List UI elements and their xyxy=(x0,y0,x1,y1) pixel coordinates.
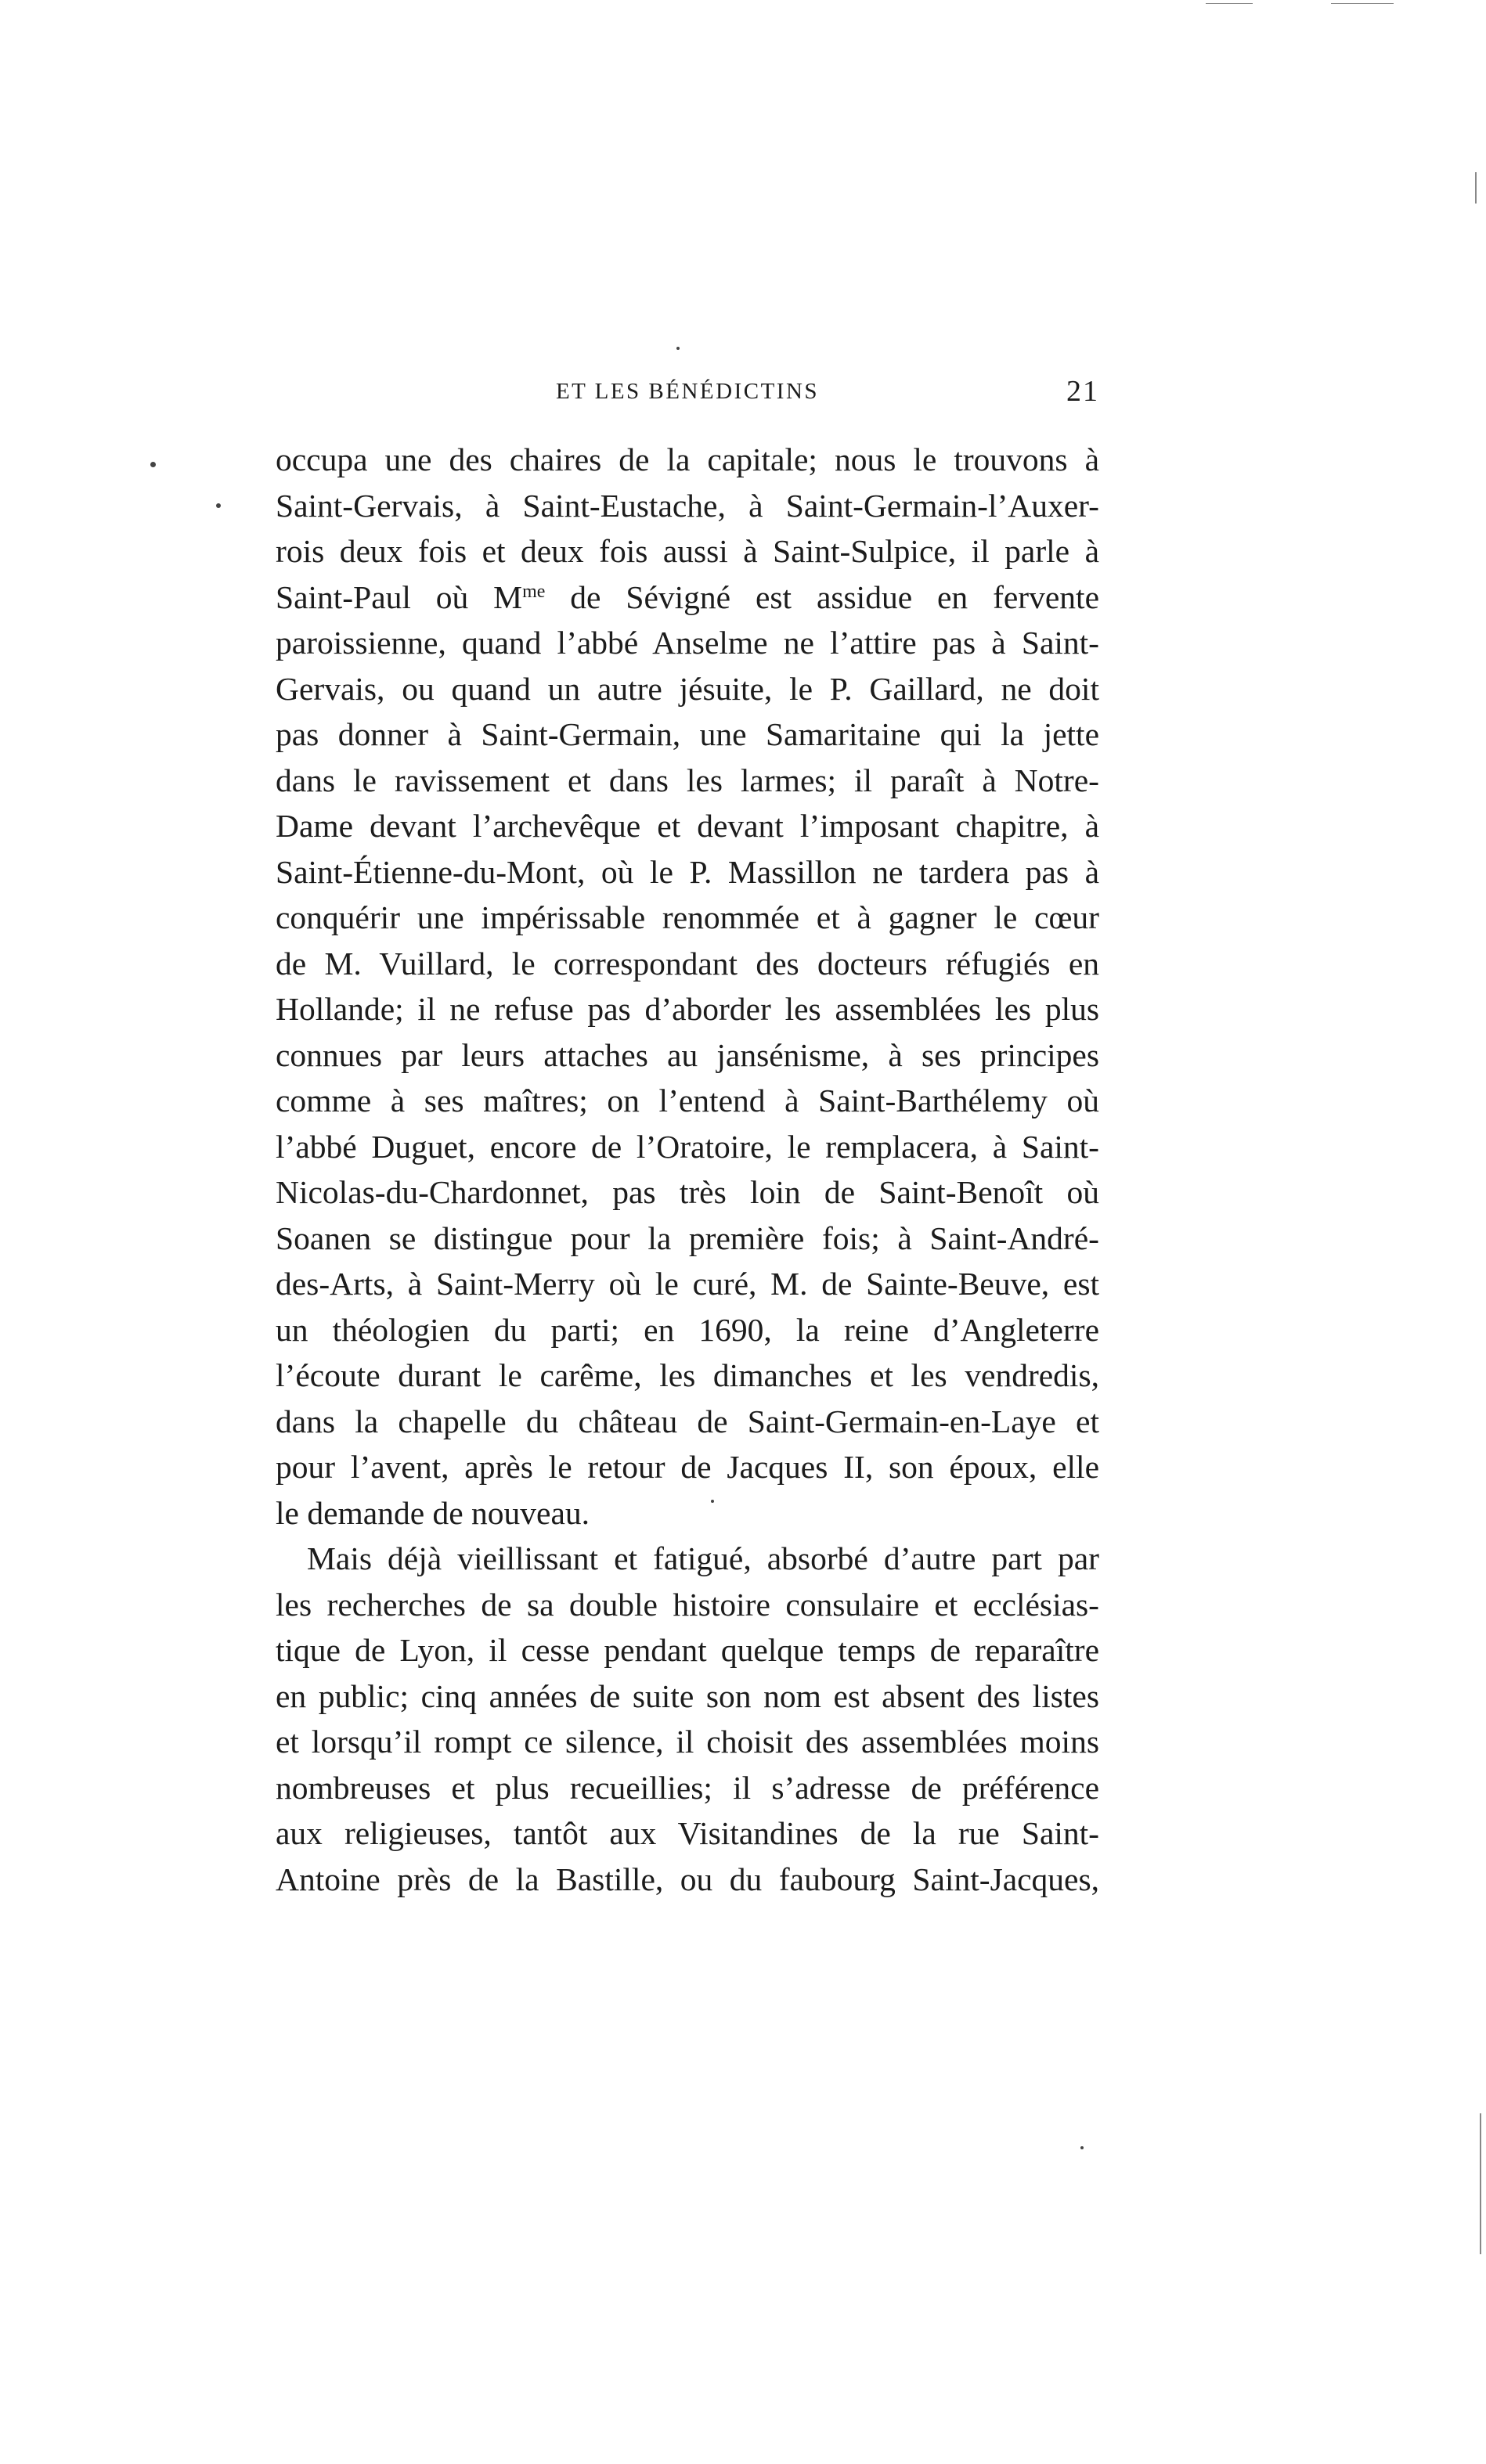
text-line: et lorsqu’il rompt ce silence, il choisit des assemblées moins xyxy=(276,1724,1099,1760)
running-title: ET LES BÉNÉDICTINS xyxy=(555,379,820,404)
text-line: dans le ravissement et dans les larmes; il paraît à Notre- xyxy=(276,762,1099,798)
text-line: dans la chapelle du château de Saint-Germain-en-Laye et xyxy=(276,1403,1099,1439)
scan-edge-mark xyxy=(1206,3,1253,4)
text-segment: Saint-Paul où M xyxy=(276,578,523,615)
text-line: occupa une des chaires de la capitale; nous le trouvons à xyxy=(276,441,1099,477)
text-line: les recherches de sa double histoire consulaire et ecclésias- xyxy=(276,1586,1099,1623)
text-line: le demande de nouveau. xyxy=(276,1494,590,1531)
scan-edge-mark xyxy=(1475,172,1477,204)
text-line: Hollande; il ne refuse pas d’aborder les assemblées les plus xyxy=(276,991,1099,1027)
text-line: Dame devant l’archevêque et devant l’imposant chapitre, à xyxy=(276,808,1099,844)
page-number: 21 xyxy=(1066,375,1099,408)
text-line: conquérir une impérissable renommée et à gagner le cœur xyxy=(276,899,1099,935)
scan-speck xyxy=(1080,2146,1084,2149)
text-line: tique de Lyon, il cesse pendant quelque temps de reparaître xyxy=(276,1632,1099,1668)
text-line: Mais déjà vieillissant et fatigué, absorbé d’autre part par xyxy=(307,1540,1099,1576)
scan-speck xyxy=(676,347,680,350)
scan-speck xyxy=(150,462,156,467)
text-line: des-Arts, à Saint-Merry où le curé, M. de Sainte-Beuve, est xyxy=(276,1266,1099,1302)
text-segment: de Sévigné est assidue en fervente xyxy=(545,578,1099,615)
text-line: Gervais, ou quand un autre jésuite, le P. Gaillard, ne doit xyxy=(276,670,1099,707)
scan-edge-mark xyxy=(1331,3,1394,4)
text-line: paroissienne, quand l’abbé Anselme ne l’attire pas à Saint- xyxy=(276,625,1099,661)
text-line: Saint-Étienne-du-Mont, où le P. Massillon ne tardera pas à xyxy=(276,853,1099,890)
text-line: Nicolas-du-Chardonnet, pas très loin de Saint-Benoît où xyxy=(276,1174,1099,1210)
text-line: rois deux fois et deux fois aussi à Saint-Sulpice, il parle à xyxy=(276,533,1099,569)
text-line: Soanen se distingue pour la première fois; à Saint-André- xyxy=(276,1219,1099,1256)
text-line: Saint-Gervais, à Saint-Eustache, à Saint-Germain-l’Auxer- xyxy=(276,487,1099,524)
text-line: aux religieuses, tantôt aux Visitandines de la rue Saint- xyxy=(276,1815,1099,1851)
text-line xyxy=(276,575,1099,621)
scan-speck xyxy=(711,1500,714,1503)
text-line: comme à ses maîtres; on l’entend à Saint-Barthélemy où xyxy=(276,1083,1099,1119)
text-line: nombreuses et plus recueillies; il s’adresse de préférence xyxy=(276,1769,1099,1806)
scan-edge-mark xyxy=(1480,2113,1481,2254)
running-head xyxy=(276,371,1099,418)
text-line: un théologien du parti; en 1690, la reine d’Angleterre xyxy=(276,1311,1099,1348)
text-line: pas donner à Saint-Germain, une Samaritaine qui la jette xyxy=(276,716,1099,752)
text-line: l’écoute durant le carême, les dimanches et les vendredis, xyxy=(276,1357,1099,1393)
text-line: connues par leurs attaches au jansénisme, à ses principes xyxy=(276,1036,1099,1073)
text-line: en public; cinq années de suite son nom est absent des listes xyxy=(276,1677,1099,1714)
text-line: l’abbé Duguet, encore de l’Oratoire, le remplacera, à Saint- xyxy=(276,1128,1099,1165)
text-line: pour l’avent, après le retour de Jacques II, son époux, elle xyxy=(276,1449,1099,1485)
superscript-abbreviation: me xyxy=(522,581,546,602)
scan-speck xyxy=(216,503,221,508)
body-text xyxy=(276,437,1099,1902)
text-line: de M. Vuillard, le correspondant des docteurs réfugiés en xyxy=(276,945,1099,982)
text-line: Antoine près de la Bastille, ou du faubourg Saint-Jacques, xyxy=(276,1861,1099,1897)
